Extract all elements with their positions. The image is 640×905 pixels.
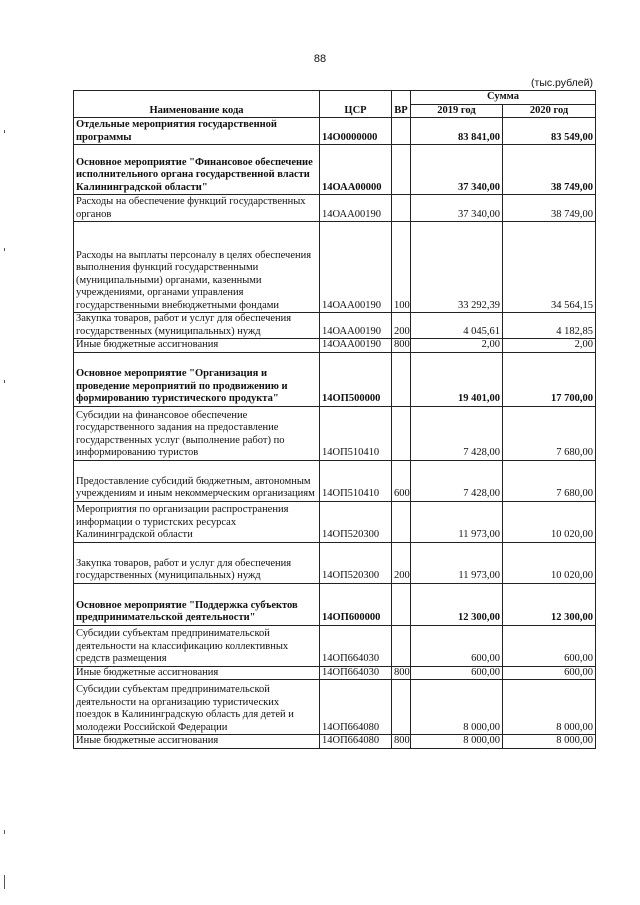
table-row (74, 339, 596, 353)
table-row (74, 625, 596, 666)
cell-csr: 14ОАА00190 (320, 339, 392, 353)
header-csr: ЦСР (320, 91, 392, 118)
cell-csr: 14ОАА00000 (320, 145, 392, 195)
cell-2019: 4 045,61 (411, 313, 503, 339)
header-vr: ВР (392, 91, 411, 118)
page-number: 88 (313, 53, 327, 65)
cell-csr: 14ОП664030 (320, 666, 392, 680)
cell-vr: 800 (392, 339, 411, 353)
cell-name: Расходы на выплаты персоналу в целях обеспечения выполнения функций государственными (муниципальными) органами, казенными учреждениями, органами управления государственными внебюджетными фондами (74, 222, 320, 313)
cell-vr (392, 680, 411, 735)
cell-vr (392, 501, 411, 542)
cell-2020: 38 749,00 (503, 195, 596, 222)
cell-vr: 200 (392, 542, 411, 583)
cell-name: Иные бюджетные ассигнования (74, 339, 320, 353)
cell-name: Основное мероприятие "Организация и проведение мероприятий по продвижению и формированию туристического продукта" (74, 352, 320, 406)
cell-vr (392, 118, 411, 145)
margin-mark (4, 248, 5, 251)
cell-2019: 11 973,00 (411, 542, 503, 583)
cell-name: Субсидии субъектам предпринимательской деятельности на организацию туристических поездок в Калининградскую область для детей и молодежи Российской Федерации (74, 680, 320, 735)
cell-csr: 14ОП664080 (320, 735, 392, 749)
cell-2020: 34 564,15 (503, 222, 596, 313)
cell-2019: 33 292,39 (411, 222, 503, 313)
cell-2020: 38 749,00 (503, 145, 596, 195)
cell-vr: 800 (392, 735, 411, 749)
cell-vr (392, 195, 411, 222)
cell-2020: 2,00 (503, 339, 596, 353)
header-2019: 2019 год (411, 104, 503, 118)
cell-2019: 83 841,00 (411, 118, 503, 145)
cell-2019: 7 428,00 (411, 406, 503, 460)
table-row (74, 118, 596, 145)
table-row (74, 680, 596, 735)
cell-2019: 600,00 (411, 666, 503, 680)
cell-2019: 8 000,00 (411, 735, 503, 749)
cell-vr (392, 145, 411, 195)
cell-name: Иные бюджетные ассигнования (74, 666, 320, 680)
cell-name: Закупка товаров, работ и услуг для обеспечения государственных (муниципальных) нужд (74, 542, 320, 583)
cell-2020: 600,00 (503, 666, 596, 680)
cell-2019: 12 300,00 (411, 583, 503, 625)
cell-name: Закупка товаров, работ и услуг для обеспечения государственных (муниципальных) нужд (74, 313, 320, 339)
cell-csr: 14ОАА00190 (320, 222, 392, 313)
header-name: Наименование кода (74, 91, 320, 118)
cell-vr: 100 (392, 222, 411, 313)
cell-vr (392, 625, 411, 666)
cell-csr: 14ОП600000 (320, 583, 392, 625)
cell-2020: 8 000,00 (503, 680, 596, 735)
cell-csr: 14ОП510410 (320, 460, 392, 501)
table-row (74, 406, 596, 460)
table-row (74, 460, 596, 501)
cell-name: Основное мероприятие "Финансовое обеспечение исполнительного органа государственной власти Калининградской области" (74, 145, 320, 195)
cell-vr: 800 (392, 666, 411, 680)
cell-2020: 600,00 (503, 625, 596, 666)
table-row (74, 735, 596, 749)
cell-2020: 12 300,00 (503, 583, 596, 625)
cell-2019: 11 973,00 (411, 501, 503, 542)
table-row (74, 666, 596, 680)
cell-csr: 14ОП664080 (320, 680, 392, 735)
table-row (74, 542, 596, 583)
cell-name: Основное мероприятие "Поддержка субъектов предпринимательской деятельности" (74, 583, 320, 625)
cell-2020: 7 680,00 (503, 460, 596, 501)
margin-mark (4, 875, 5, 889)
cell-2019: 37 340,00 (411, 145, 503, 195)
cell-vr: 600 (392, 460, 411, 501)
table-row (74, 583, 596, 625)
cell-name: Субсидии на финансовое обеспечение государственного задания на предоставление государственных услуг (выполнение работ) по информированию туристов (74, 406, 320, 460)
cell-2019: 2,00 (411, 339, 503, 353)
table-row (74, 501, 596, 542)
cell-2019: 8 000,00 (411, 680, 503, 735)
cell-2019: 600,00 (411, 625, 503, 666)
header-2020: 2020 год (503, 104, 596, 118)
cell-2019: 37 340,00 (411, 195, 503, 222)
cell-csr: 14ОП664030 (320, 625, 392, 666)
cell-csr: 14ОП520300 (320, 501, 392, 542)
cell-csr: 14ОП510410 (320, 406, 392, 460)
cell-2020: 17 700,00 (503, 352, 596, 406)
budget-table (73, 90, 596, 749)
cell-name: Мероприятия по организации распространения информации о туристских ресурсах Калининградской области (74, 501, 320, 542)
cell-csr: 14ОП520300 (320, 542, 392, 583)
table-row (74, 145, 596, 195)
margin-mark (4, 130, 5, 133)
table-row (74, 352, 596, 406)
cell-csr: 14ОП500000 (320, 352, 392, 406)
cell-name: Предоставление субсидий бюджетным, автономным учреждениям и иным некоммерческим организациям (74, 460, 320, 501)
cell-2019: 7 428,00 (411, 460, 503, 501)
cell-2020: 8 000,00 (503, 735, 596, 749)
cell-name: Расходы на обеспечение функций государственных органов (74, 195, 320, 222)
cell-csr: 14О0000000 (320, 118, 392, 145)
cell-2020: 83 549,00 (503, 118, 596, 145)
unit-label: (тыс.рублей) (531, 77, 593, 89)
margin-mark (4, 380, 5, 383)
cell-vr: 200 (392, 313, 411, 339)
table-row (74, 195, 596, 222)
cell-vr (392, 352, 411, 406)
cell-vr (392, 583, 411, 625)
cell-name: Отдельные мероприятия государственной программы (74, 118, 320, 145)
cell-2020: 7 680,00 (503, 406, 596, 460)
cell-2020: 4 182,85 (503, 313, 596, 339)
cell-vr (392, 406, 411, 460)
table-row (74, 222, 596, 313)
table-body (74, 118, 596, 749)
cell-2020: 10 020,00 (503, 542, 596, 583)
cell-name: Иные бюджетные ассигнования (74, 735, 320, 749)
header-sum: Сумма (411, 91, 596, 105)
margin-mark (4, 830, 5, 834)
cell-2020: 10 020,00 (503, 501, 596, 542)
cell-csr: 14ОАА00190 (320, 195, 392, 222)
cell-2019: 19 401,00 (411, 352, 503, 406)
table-row (74, 313, 596, 339)
cell-csr: 14ОАА00190 (320, 313, 392, 339)
cell-name: Субсидии субъектам предпринимательской деятельности на классификацию коллективных средств размещения (74, 625, 320, 666)
